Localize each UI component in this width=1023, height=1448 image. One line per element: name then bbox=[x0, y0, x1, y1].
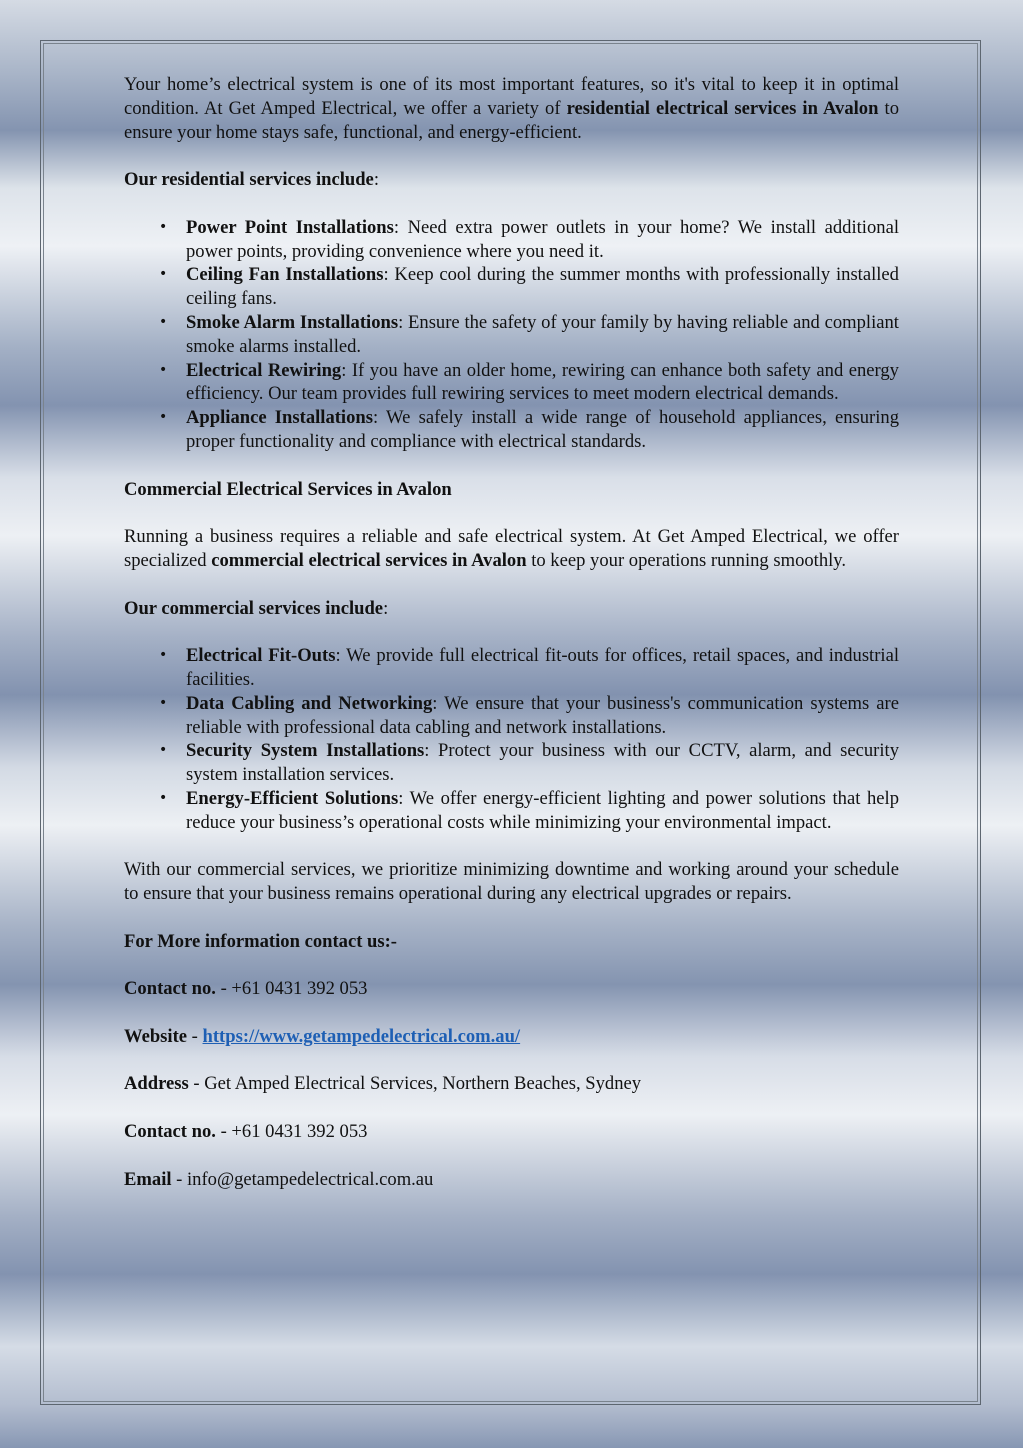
commercial-heading-colon: : bbox=[383, 597, 389, 619]
contact-phone-label: Contact no. bbox=[124, 978, 216, 1000]
contact-phone-line bbox=[124, 977, 899, 1001]
contact-website-label: Website bbox=[124, 1025, 188, 1047]
list-item-title: Electrical Fit-Outs bbox=[186, 645, 336, 667]
intro-paragraph bbox=[124, 73, 899, 144]
list-item-text: : Protect your business with our CCTV, alarm, and security system installation services. bbox=[186, 740, 899, 786]
list-item bbox=[186, 359, 899, 407]
intro-text-end: to ensure your home stays safe, functional, and energy-efficient. bbox=[124, 97, 899, 143]
residential-heading bbox=[124, 168, 899, 192]
contact-address-line bbox=[124, 1072, 899, 1096]
intro-bold-text: residential electrical services in Avalon bbox=[566, 97, 879, 119]
list-item-title: Smoke Alarm Installations bbox=[186, 311, 399, 333]
commercial-heading bbox=[124, 597, 899, 621]
commercial-intro-text-end: to keep your operations running smoothly. bbox=[526, 549, 847, 571]
contact-phone-value: - +61 0431 392 053 bbox=[215, 1121, 368, 1143]
list-item-title: Electrical Rewiring bbox=[186, 359, 342, 381]
list-item-text: : Keep cool during the summer months with professionally installed ceiling fans. bbox=[186, 264, 899, 310]
contact-heading: For More information contact us:- bbox=[124, 930, 397, 952]
intro-text: Your home’s electrical system is one of its most important features, so it's vital to keep it in optimal condition. At Get Amped Electrical, we offer a variety of bbox=[124, 74, 899, 119]
list-item-title: Appliance Installations bbox=[186, 407, 373, 429]
contact-phone-value: - +61 0431 392 053 bbox=[215, 978, 368, 1000]
contact-email-value: - info@getampedelectrical.com.au bbox=[171, 1168, 434, 1190]
list-item-title: Data Cabling and Networking bbox=[186, 692, 433, 714]
list-item-text: : We ensure that your business's communication systems are reliable with professional data cabling and network installations. bbox=[186, 692, 899, 738]
list-item-title: Security System Installations bbox=[186, 740, 425, 762]
list-item bbox=[186, 644, 899, 692]
contact-address-value: - Get Amped Electrical Services, Northern Beaches, Sydney bbox=[188, 1073, 642, 1095]
contact-address-label: Address bbox=[124, 1073, 189, 1095]
document-body bbox=[124, 73, 899, 1215]
commercial-heading-text: Our commercial services include bbox=[124, 597, 384, 619]
contact-website-separator: - bbox=[187, 1025, 203, 1047]
list-item-title: Energy-Efficient Solutions bbox=[186, 787, 399, 809]
list-item-text: : We offer energy-efficient lighting and power solutions that help reduce your business’s operational costs while minimizing your environmental impact. bbox=[186, 787, 900, 833]
list-item-text: : Ensure the safety of your family by having reliable and compliant smoke alarms installed. bbox=[186, 311, 899, 357]
commercial-intro-text: Running a business requires a reliable and safe electrical system. At Get Amped Electrical, we offer specialized bbox=[124, 526, 899, 571]
website-link[interactable]: https://www.getampedelectrical.com.au/ bbox=[202, 1025, 521, 1047]
list-item-text: : Need extra power outlets in your home? We install additional power points, providing convenience where you need it. bbox=[186, 216, 899, 262]
contact-website-line bbox=[124, 1025, 899, 1049]
list-item bbox=[186, 739, 899, 787]
residential-heading-text: Our residential services include bbox=[124, 169, 374, 191]
list-item bbox=[186, 311, 899, 359]
contact-phone-line-2 bbox=[124, 1120, 899, 1144]
list-item bbox=[186, 263, 899, 311]
list-item bbox=[186, 216, 899, 264]
list-item bbox=[186, 787, 899, 835]
commercial-intro-bold-text: commercial electrical services in Avalon bbox=[211, 549, 527, 571]
residential-services-list bbox=[124, 216, 899, 454]
contact-email-label: Email bbox=[124, 1168, 172, 1190]
commercial-section-title: Commercial Electrical Services in Avalon bbox=[124, 478, 452, 500]
list-item bbox=[186, 406, 899, 454]
list-item bbox=[186, 692, 899, 740]
commercial-services-list bbox=[124, 644, 899, 834]
list-item-title: Ceiling Fan Installations bbox=[186, 264, 384, 286]
list-item-text: : We provide full electrical fit-outs for offices, retail spaces, and industrial facilities. bbox=[186, 645, 900, 690]
commercial-intro-paragraph bbox=[124, 525, 899, 573]
closing-paragraph: With our commercial services, we prioritize minimizing downtime and working around your schedule to ensure that your business remains operational during any electrical upgrades or repairs. bbox=[124, 859, 899, 905]
list-item-text: : We safely install a wide range of household appliances, ensuring proper functionality and compliance with electrical standards. bbox=[186, 407, 899, 452]
list-item-title: Power Point Installations bbox=[186, 216, 394, 238]
residential-heading-colon: : bbox=[373, 169, 379, 191]
list-item-text: : If you have an older home, rewiring can enhance both safety and energy efficiency. Our team provides full rewiring services to meet modern electrical demands. bbox=[186, 359, 899, 405]
contact-email-line bbox=[124, 1168, 899, 1192]
contact-phone-label: Contact no. bbox=[124, 1121, 216, 1143]
